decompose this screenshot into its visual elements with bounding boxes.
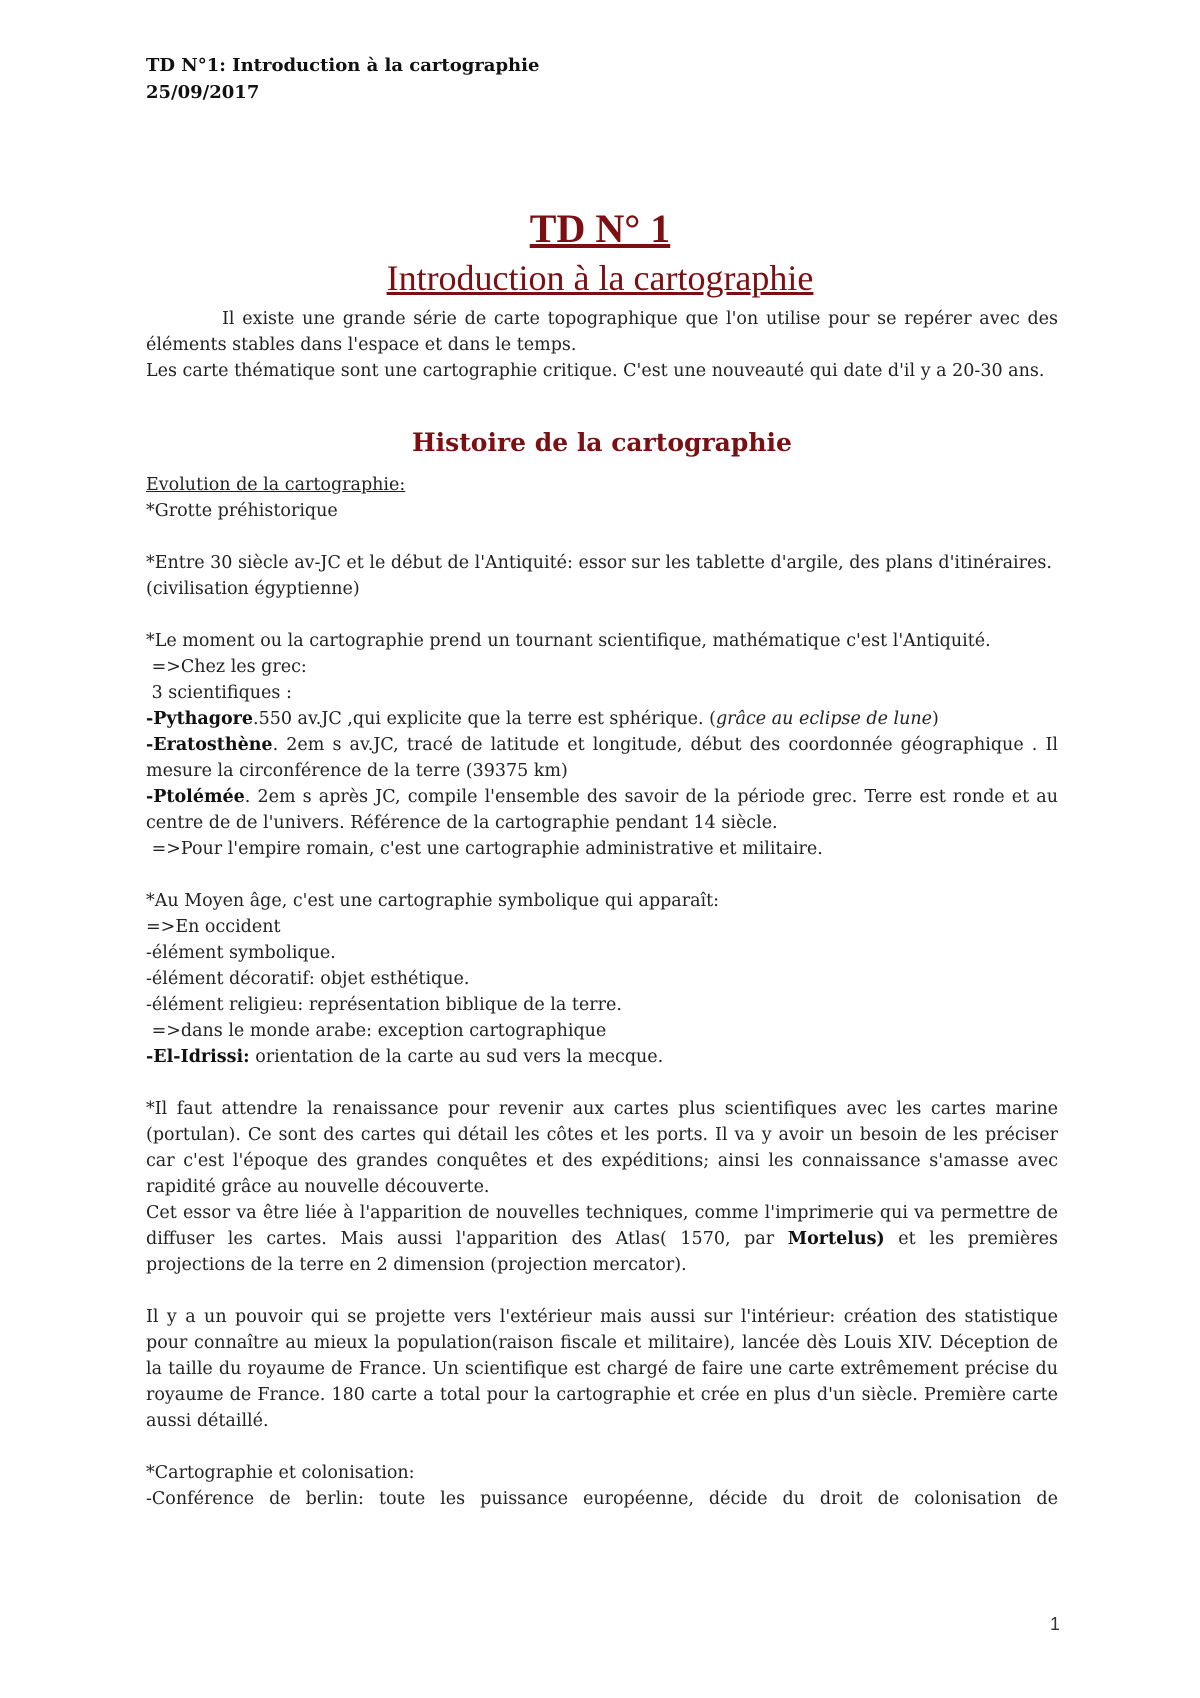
- essor-start: Cet essor va être liée à l'apparition de nouvelles techniques, comme l'imprimerie qui va permettre de diffuser les cartes. Mais aussi l'apparition des Atlas( 1570, par: [146, 1203, 1058, 1249]
- essor-bold: Mortelus): [787, 1229, 885, 1249]
- item-entre: *Entre 30 siècle av-JC et le début de l'Antiquité: essor sur les tablette d'argile, des plans d'itinéraires. (civilisation égyptienne): [146, 553, 1052, 599]
- header-title: TD N°1: Introduction à la cartographie: [146, 55, 540, 76]
- title-line-2: Introduction à la cartographie: [386, 258, 814, 298]
- item-eratosthene: [146, 732, 1058, 784]
- page-header: [146, 52, 539, 106]
- item-monde-arabe: =>dans le monde arabe: exception cartographique: [146, 1021, 607, 1041]
- item-empire: =>Pour l'empire romain, c'est une cartographie administrative et militaire.: [146, 839, 823, 859]
- document-body: [146, 306, 1058, 1512]
- eratosthene-text: . 2em s av.JC, tracé de latitude et longitude, début des coordonnée géographique . Il mesure la circonférence de la terre (39375 km): [146, 735, 1058, 781]
- item-symbolique: -élément symbolique.: [146, 943, 336, 963]
- item-grotte: *Grotte préhistorique: [146, 501, 338, 521]
- item-scientifiques: 3 scientifiques :: [146, 683, 292, 703]
- item-decoratif: -élément décoratif: objet esthétique.: [146, 969, 470, 989]
- title-line-1: TD N° 1: [529, 206, 671, 251]
- ptolemee-name: -Ptolémée: [146, 787, 245, 807]
- header-date: 25/09/2017: [146, 82, 260, 103]
- item-colonisation: *Cartographie et colonisation:: [146, 1463, 415, 1483]
- item-occident: =>En occident: [146, 917, 281, 937]
- ptolemee-text: . 2em s après JC, compile l'ensemble des savoir de la période grec. Terre est ronde et au centre de de l'univers. Référence de la cartographie pendant 14 siècle.: [146, 787, 1058, 833]
- item-idrissi: [146, 1044, 1058, 1070]
- pythagore-text: .550 av.JC ,qui explicite que la terre est sphérique. (: [253, 709, 716, 729]
- item-pythagore: [146, 706, 1058, 732]
- paragraph-essor: [146, 1200, 1058, 1278]
- section-subtitle: Evolution de la cartographie:: [146, 475, 406, 495]
- item-moment: *Le moment ou la cartographie prend un tournant scientifique, mathématique c'est l'Antiquité.: [146, 631, 991, 651]
- item-berlin: -Conférence de berlin: toute les puissance européenne, décide du droit de colonisation de: [146, 1489, 1058, 1509]
- intro-paragraph-1: Il existe une grande série de carte topographique que l'on utilise pour se repérer avec des éléments stables dans l'espace et dans le temps.: [146, 309, 1058, 355]
- section-title: Histoire de la cartographie: [412, 428, 792, 457]
- item-religieu: -élément religieu: représentation biblique de la terre.: [146, 995, 622, 1015]
- item-ptolemee: [146, 784, 1058, 836]
- pythagore-end: ): [932, 709, 939, 729]
- paragraph-renaissance: *Il faut attendre la renaissance pour revenir aux cartes plus scientifiques avec les cartes marine (portulan). Ce sont des cartes qui détail les côtes et les ports. Il va y avoir un besoin de les préciser car c'est l'époque des grandes conquêtes et des expéditions; ainsi les connaissance s'amasse avec rapidité grâce au nouvelle découverte.: [146, 1099, 1058, 1197]
- item-moyen-age: *Au Moyen âge, c'est une cartographie symbolique qui apparaît:: [146, 891, 720, 911]
- idrissi-name: -El-Idrissi:: [146, 1047, 250, 1067]
- intro-paragraph-2: Les carte thématique sont une cartographie critique. C'est une nouveauté qui date d'il y a 20-30 ans.: [146, 361, 1045, 381]
- essor-end: et les premières projections de la terre en 2 dimension (projection mercator).: [146, 1229, 1058, 1275]
- pythagore-italic: grâce au eclipse de lune: [715, 709, 933, 729]
- item-chez-grec: =>Chez les grec:: [146, 657, 307, 677]
- pythagore-name: -Pythagore: [146, 709, 253, 729]
- page-number: 1: [1049, 1614, 1060, 1634]
- paragraph-pouvoir: Il y a un pouvoir qui se projette vers l'extérieur mais aussi sur l'intérieur: création des statistique pour connaître au mieux la population(raison fiscale et militaire), lancée dès Louis XIV. Déception de la taille du royaume de France. Un scientifique est chargé de faire une carte extrêmement précise du royaume de France. 180 carte a total pour la cartographie et crée en plus d'un siècle. Première carte aussi détaillé.: [146, 1307, 1058, 1431]
- document-title: [0, 204, 1200, 302]
- idrissi-text: orientation de la carte au sud vers la mecque.: [249, 1047, 664, 1067]
- eratosthene-name: -Eratosthène: [146, 735, 273, 755]
